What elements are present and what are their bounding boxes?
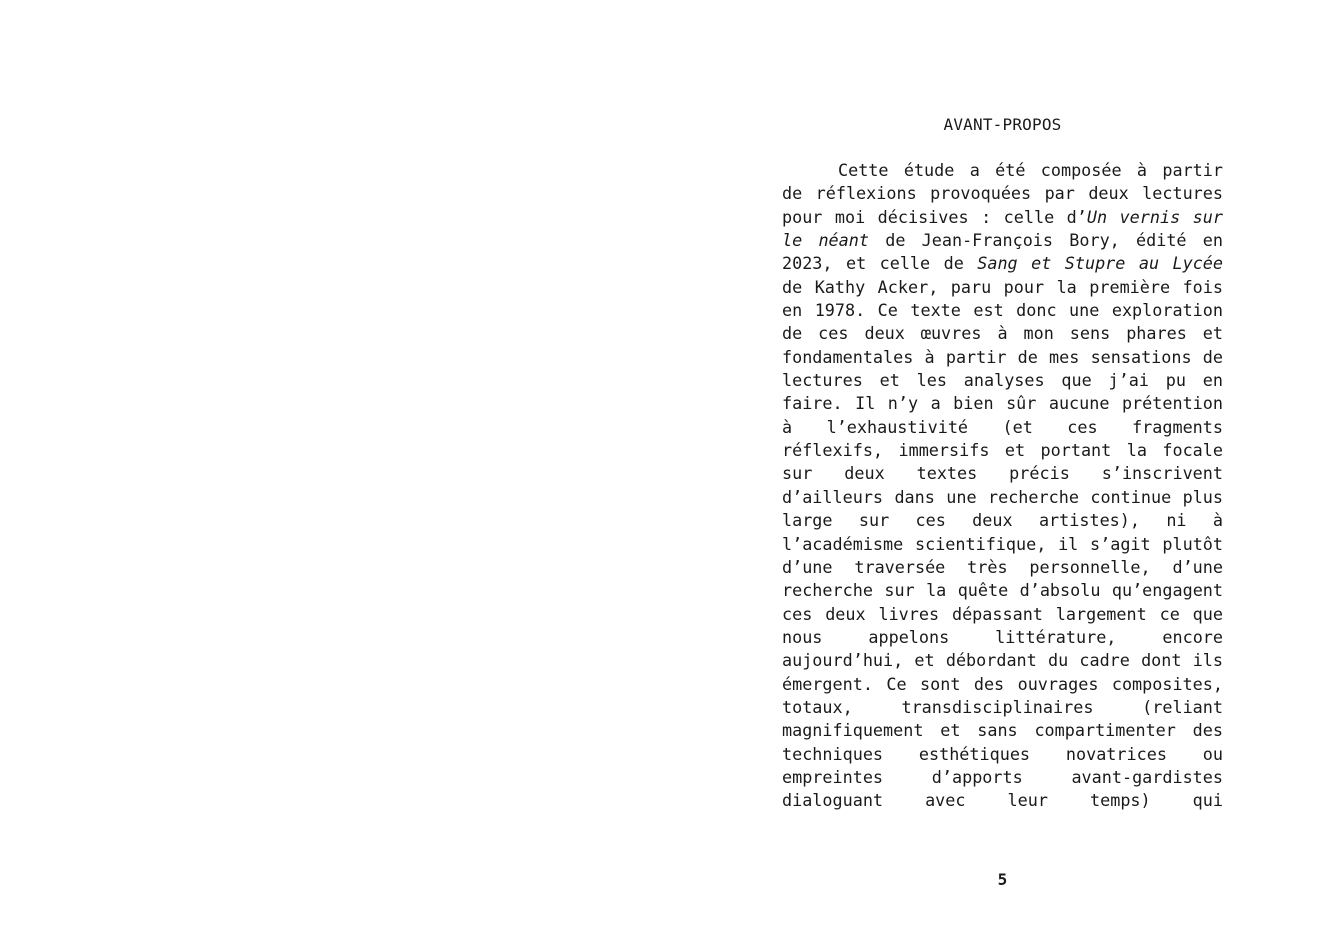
page-number: 5 xyxy=(997,870,1008,889)
book-title-italic: Un vernis sur xyxy=(1086,206,1223,227)
text-line: d’une traversée très personnelle, d’une xyxy=(782,556,1223,577)
text-line xyxy=(782,252,1223,275)
right-page xyxy=(782,0,1223,949)
text-line: dialoguant avec leur temps) qui xyxy=(782,790,1223,811)
text-line: l’académisme scientifique, il s’agit plutôt xyxy=(782,533,1223,554)
text-line: totaux, transdisciplinaires (reliant xyxy=(782,696,1223,717)
text-line: large sur ces deux artistes), ni à xyxy=(782,510,1223,531)
text-segment: de Jean-François Bory, édité en xyxy=(868,230,1223,251)
text-line: réflexifs, immersifs et portant la focale xyxy=(782,440,1223,461)
text-line: sur deux textes précis s’inscrivent xyxy=(782,463,1223,484)
text-line: techniques esthétiques novatrices ou xyxy=(782,743,1223,764)
text-line: d’ailleurs dans une recherche continue plus xyxy=(782,486,1223,507)
text-line: de Kathy Acker, paru pour la première fois xyxy=(782,276,1223,297)
text-line: fondamentales à partir de mes sensations de xyxy=(782,346,1223,367)
text-line: de réflexions provoquées par deux lectures xyxy=(782,183,1223,204)
book-title-italic: Sang et Stupre au Lycée xyxy=(977,253,1224,274)
page-title: AVANT-PROPOS xyxy=(943,115,1062,134)
text-line: nous appelons littérature, encore xyxy=(782,626,1223,647)
text-line xyxy=(782,229,1223,252)
text-line: ces deux livres dépassant largement ce que xyxy=(782,603,1223,624)
text-line: empreintes d’apports avant-gardistes xyxy=(782,766,1223,787)
text-line: lectures et les analyses que j’ai pu en xyxy=(782,370,1223,391)
text-line: faire. Il n’y a bien sûr aucune prétention xyxy=(782,393,1223,414)
body-paragraph xyxy=(782,159,1223,813)
text-segment: pour moi décisives : celle d’ xyxy=(782,206,1087,227)
text-line: aujourd’hui, et débordant du cadre dont ils xyxy=(782,650,1223,671)
text-line: à l’exhaustivité (et ces fragments xyxy=(782,416,1223,437)
text-segment: 2023, et celle de xyxy=(782,253,978,274)
text-line: en 1978. Ce texte est donc une exploration xyxy=(782,300,1223,321)
book-title-italic: le néant xyxy=(782,230,869,251)
text-line: de ces deux œuvres à mon sens phares et xyxy=(782,323,1223,344)
text-line: émergent. Ce sont des ouvrages composites, xyxy=(782,673,1223,694)
text-line: Cette étude a été composée à partir xyxy=(838,160,1223,180)
text-line xyxy=(782,206,1223,229)
text-line: magnifiquement et sans compartimenter des xyxy=(782,720,1223,741)
text-line: recherche sur la quête d’absolu qu’engagent xyxy=(782,580,1223,601)
